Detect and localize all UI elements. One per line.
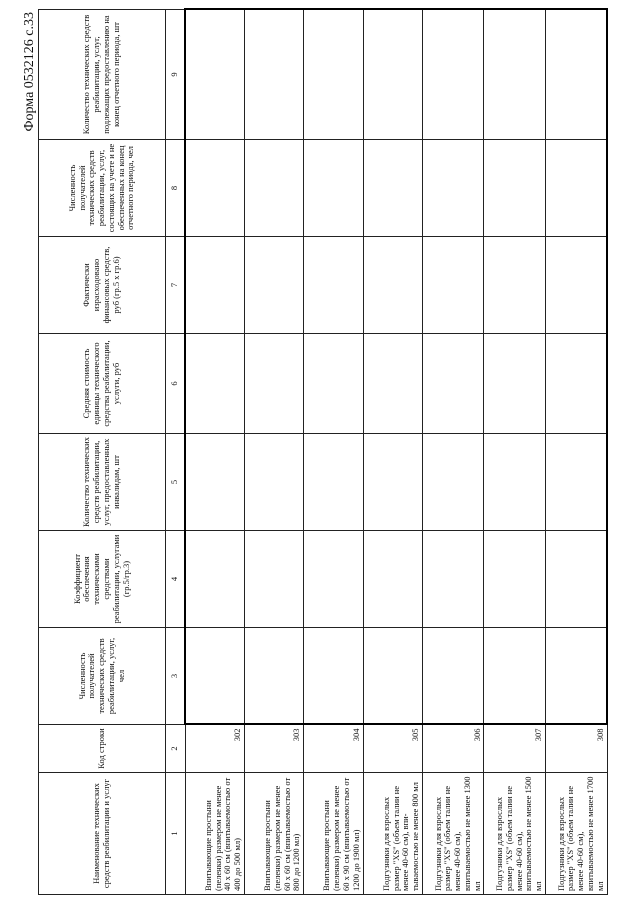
header-cell-avg-cost: Средняя стоимость единицы технического средства реабилитации, услуги, руб [39, 334, 166, 434]
header-row [39, 10, 166, 895]
data-cell[interactable] [363, 140, 422, 237]
data-cell[interactable] [185, 140, 244, 237]
column-number-row [166, 10, 186, 895]
data-cell[interactable] [545, 531, 607, 628]
row-code: 308 [545, 725, 607, 773]
data-cell[interactable] [304, 334, 363, 434]
item-name: Впитывающие простыни (пеленки) размером не менее 40 х 60 см (впитываемостью от 400 до 500 мл) [185, 773, 244, 895]
header-cell-unserved: Численность получателей технических средств реабилитации, услуг, состоящих на учете и не обеспеченных на конец отчетного периода, чел [39, 140, 166, 237]
item-name: Впитывающие простыни (пеленки) размером не менее 60 х 60 см (впитываемостью от 800 до 1200 мл) [244, 773, 303, 895]
column-number: 4 [166, 531, 186, 628]
data-cell[interactable] [244, 140, 303, 237]
row-code: 306 [422, 725, 484, 773]
data-cell[interactable] [363, 237, 422, 334]
data-cell[interactable] [244, 628, 303, 725]
data-cell[interactable] [244, 237, 303, 334]
column-number: 1 [166, 773, 186, 895]
data-cell[interactable] [304, 531, 363, 628]
data-cell[interactable] [484, 531, 546, 628]
data-cell[interactable] [304, 10, 363, 140]
data-cell[interactable] [304, 237, 363, 334]
data-cell[interactable] [244, 434, 303, 531]
data-cell[interactable] [185, 10, 244, 140]
header-cell-to-provide: Количество технических средств реабилитации, услуг, подлежащих предоставлению на конец отчетного периода, шт [39, 10, 166, 140]
data-cell[interactable] [304, 140, 363, 237]
data-cell[interactable] [185, 531, 244, 628]
data-cell[interactable] [185, 434, 244, 531]
header-cell-coefficient: Коэффициент обеспечения техническими средствами реабилитации, услугами (гр.5/гр.3) [39, 531, 166, 628]
table-row [363, 10, 422, 895]
data-cell[interactable] [484, 334, 546, 434]
data-cell[interactable] [545, 434, 607, 531]
row-code: 302 [185, 725, 244, 773]
data-cell[interactable] [545, 10, 607, 140]
item-name: Подгузники для взрослых размер "XS" (объем талии не менее 40-60 см), впи-тываемостью не менее 800 мл [363, 773, 422, 895]
data-cell[interactable] [422, 140, 484, 237]
table-row [422, 10, 484, 895]
header-cell-quantity: Количество технических средств реабилитации, услуг, предоставленных инвалидам, шт [39, 434, 166, 531]
data-cell[interactable] [304, 628, 363, 725]
data-cell[interactable] [363, 531, 422, 628]
data-cell[interactable] [185, 628, 244, 725]
data-cell[interactable] [244, 531, 303, 628]
data-cell[interactable] [363, 334, 422, 434]
column-number: 8 [166, 140, 186, 237]
data-cell[interactable] [422, 628, 484, 725]
data-cell[interactable] [422, 434, 484, 531]
item-name: Подгузники для взрослых размер "XS" (объем талии не менее 40-60 см), впитываемостью не менее 1500 мл [484, 773, 546, 895]
header-cell-recipients: Численность получателей технических средств реабилитации, услуг, чел [39, 628, 166, 725]
item-name: Впитывающие простыни (пеленки) размером не менее 60 х 90 см (впитываемостью от 1200 до 1900 мл) [304, 773, 363, 895]
header-cell-code: Код строки [39, 725, 166, 773]
table-row [545, 10, 607, 895]
item-name: Подгузники для взрослых размер "XS" (объем талии не менее 40-60 см), впитываемостью не менее 1300 мл [422, 773, 484, 895]
data-cell[interactable] [422, 531, 484, 628]
row-code: 305 [363, 725, 422, 773]
data-cell[interactable] [363, 10, 422, 140]
data-cell[interactable] [244, 334, 303, 434]
column-number: 2 [166, 725, 186, 773]
data-cell[interactable] [422, 10, 484, 140]
row-code: 304 [304, 725, 363, 773]
table-row [244, 10, 303, 895]
data-cell[interactable] [545, 140, 607, 237]
data-cell[interactable] [545, 237, 607, 334]
data-cell[interactable] [304, 434, 363, 531]
data-cell[interactable] [363, 434, 422, 531]
data-cell[interactable] [185, 334, 244, 434]
row-code: 307 [484, 725, 546, 773]
data-cell[interactable] [185, 237, 244, 334]
column-number: 7 [166, 237, 186, 334]
column-number: 5 [166, 434, 186, 531]
data-cell[interactable] [545, 628, 607, 725]
data-cell[interactable] [484, 628, 546, 725]
data-cell[interactable] [484, 237, 546, 334]
data-cell[interactable] [363, 628, 422, 725]
column-number: 9 [166, 10, 186, 140]
header-cell-spent: Фактически израсходовано финансовых средств, руб (гр.5 х гр.6) [39, 237, 166, 334]
data-cell[interactable] [484, 434, 546, 531]
table-row [304, 10, 363, 895]
row-code: 303 [244, 725, 303, 773]
item-name: Подгузники для взрослых размер "XS" (объем талии не менее 40-60 см), впитываемостью не менее 1700 мл [545, 773, 607, 895]
table-row [484, 10, 546, 895]
column-number: 3 [166, 628, 186, 725]
data-cell[interactable] [484, 10, 546, 140]
data-cell[interactable] [422, 334, 484, 434]
data-cell[interactable] [422, 237, 484, 334]
header-cell-name: Наименование технических средств реабилитации и услуг [39, 773, 166, 895]
form-title: Форма 0532126 с.33 [22, 12, 37, 132]
table-row [185, 10, 244, 895]
column-number: 6 [166, 334, 186, 434]
data-cell[interactable] [484, 140, 546, 237]
data-cell[interactable] [244, 10, 303, 140]
report-table [38, 9, 608, 896]
data-cell[interactable] [545, 334, 607, 434]
